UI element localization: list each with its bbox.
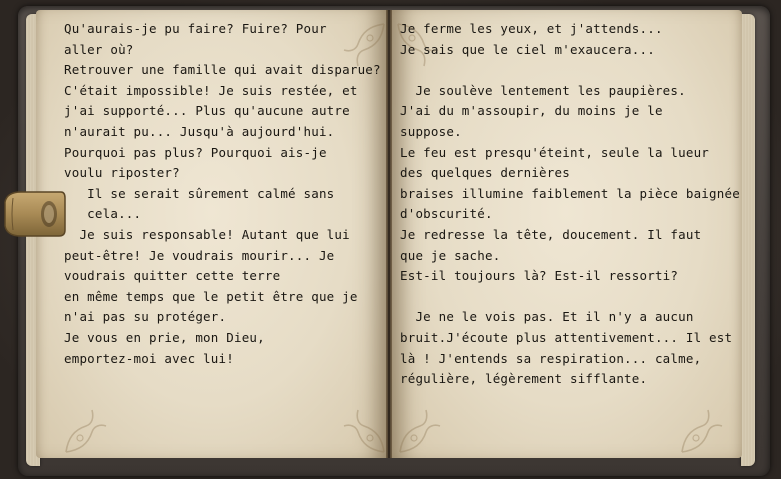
- right-page-line: Je ne le vois pas. Et il n'y a aucun: [400, 309, 694, 325]
- left-page-line: Retrouver une famille qui avait disparue?: [64, 62, 381, 78]
- right-page-line: bruit.J'écoute plus attentivement... Il est: [400, 329, 733, 345]
- left-page-line: en même temps que le petit être que je: [64, 288, 358, 304]
- corner-ornament-icon: [340, 408, 386, 454]
- right-page-line: régulière, légèrement sifflante.: [400, 371, 648, 387]
- left-page-line: n'aurait pu... Jusqu'à aujourd'hui.: [64, 123, 335, 139]
- right-page-line: Je sais que le ciel m'exaucera...: [400, 41, 655, 57]
- right-page-line: Le feu est presqu'éteint, seule la lueur: [400, 144, 710, 160]
- right-page-line: là ! J'entends sa respiration... calme,: [400, 350, 702, 366]
- right-page-line: que je sache.: [400, 247, 501, 263]
- right-page-line: Est-il toujours là? Est-il ressorti?: [400, 268, 679, 284]
- page-stack-right: [741, 14, 755, 466]
- left-page-text: [64, 19, 381, 369]
- left-page-line: Je vous en prie, mon Dieu,: [64, 329, 265, 345]
- left-page-line: Qu'aurais-je pu faire? Fuire? Pour: [64, 21, 327, 36]
- corner-ornament-icon: [64, 408, 110, 454]
- book-gutter: [386, 10, 392, 458]
- right-page-line: Je soulève lentement les paupières.: [400, 82, 686, 98]
- left-page-line: j'ai supporté... Plus qu'aucune autre: [64, 103, 350, 119]
- right-page-line: Je ferme les yeux, et j'attends...: [400, 21, 663, 36]
- book-clasp-icon[interactable]: [3, 188, 67, 240]
- left-page-line: Je suis responsable! Autant que lui: [64, 226, 350, 242]
- corner-ornament-icon: [398, 408, 444, 454]
- left-page-line: emportez-moi avec lui!: [64, 350, 234, 366]
- left-page-line: cela...: [64, 206, 142, 222]
- left-page-line: peut-être! Je voudrais mourir... Je: [64, 247, 335, 263]
- right-page-line: suppose.: [400, 123, 462, 139]
- right-page-line: des quelques dernières: [400, 165, 570, 181]
- left-page-line: Pourquoi pas plus? Pourquoi ais-je: [64, 144, 327, 160]
- left-page-line: n'ai pas su protéger.: [64, 309, 227, 325]
- left-page-line: voulu riposter?: [64, 165, 180, 181]
- left-page-line: Il se serait sûrement calmé sans: [64, 185, 335, 201]
- right-page-line: d'obscurité.: [400, 206, 493, 222]
- right-page-text: [400, 19, 740, 390]
- left-page-line: voudrais quitter cette terre: [64, 268, 281, 284]
- corner-ornament-icon: [680, 408, 726, 454]
- right-page-line: Je redresse la tête, doucement. Il faut: [400, 226, 702, 242]
- right-page-line: J'ai du m'assoupir, du moins je le: [400, 103, 663, 119]
- right-page-line: [400, 60, 740, 81]
- right-page-line: braises illumine faiblement la pièce baignée: [400, 185, 740, 201]
- right-page-line: [400, 287, 740, 308]
- left-page-line: C'était impossible! Je suis restée, et: [64, 82, 358, 98]
- left-page-line: aller où?: [64, 41, 134, 57]
